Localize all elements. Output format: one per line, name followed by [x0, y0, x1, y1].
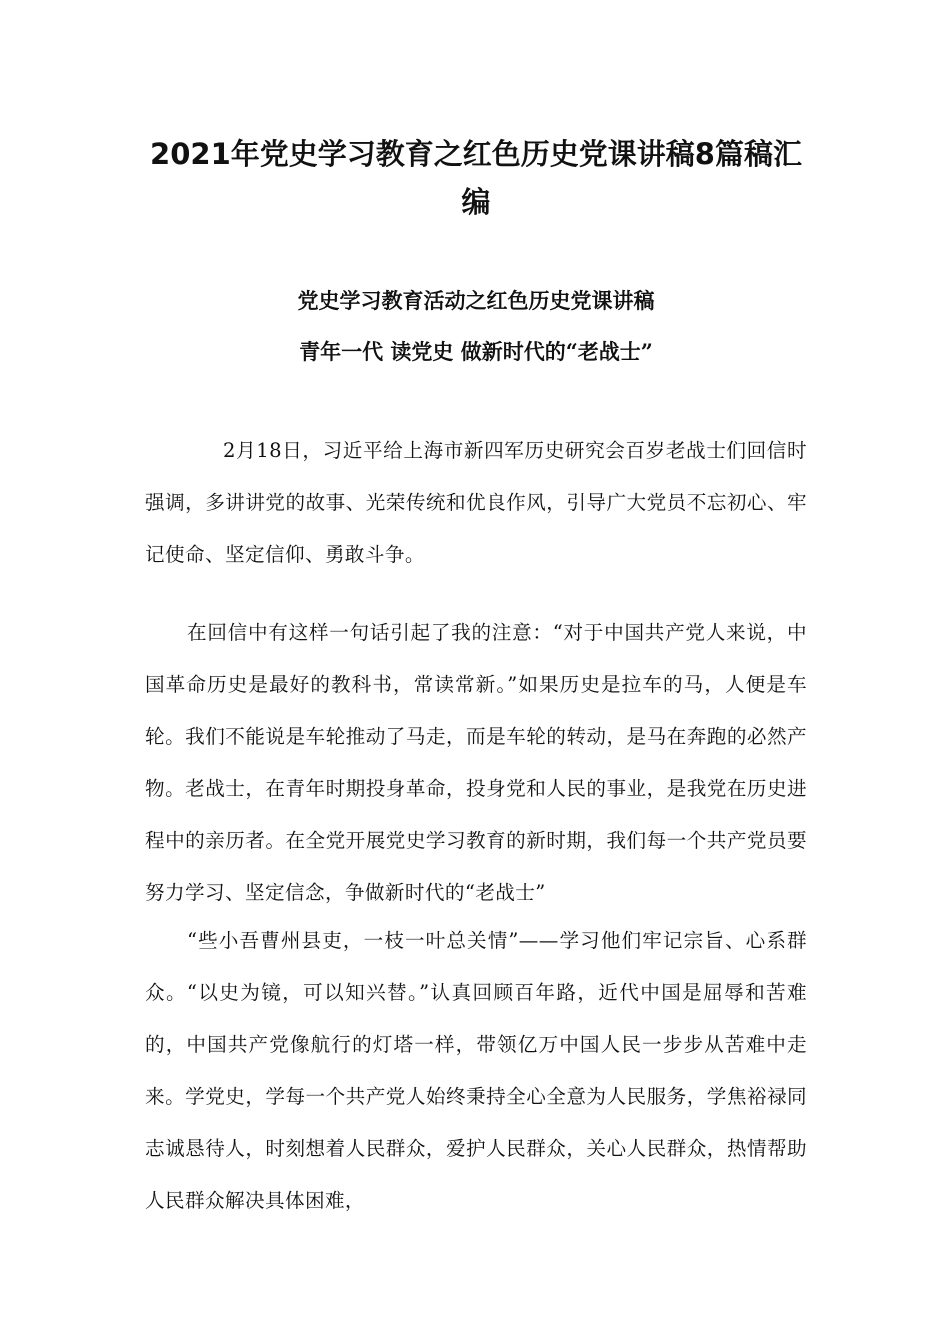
body-paragraph: 在回信中有这样一句话引起了我的注意：“对于中国共产党人来说，中国革命历史是最好的教科书，常读常新。”如果历史是拉车的马，人便是车轮。我们不能说是车轮推动了马走，而是车轮的转动，是马在奔跑的必然产物。老战士，在青年时期投身革命，投身党和人民的事业，是我党在历史进程中的亲历者。在全党开展党史学习教育的新时期，我们每一个共产党员要努力学习、坚定信念，争做新时代的“老战士” — [145, 621, 807, 904]
body-paragraph: “些小吾曹州县吏，一枝一叶总关情”——学习他们牢记宗旨、心系群众。“以史为镜，可以知兴替。”认真回顾百年路，近代中国是屈辱和苦难的，中国共产党像航行的灯塔一样，带领亿万中国人民一步步从苦难中走来。学党史，学每一个共产党人始终秉持全心全意为人民服务，学焦裕禄同志诚恳待人，时刻想着人民群众，爱护人民群众，关心人民群众，热情帮助人民群众解决具体困难， — [145, 929, 807, 1212]
body-paragraph: 2月18日，习近平给上海市新四军历史研究会百岁老战士们回信时强调，多讲讲党的故事、光荣传统和优良作风，引导广大党员不忘初心、牢记使命、坚定信仰、勇敢斗争。 — [145, 439, 807, 566]
section-heading: 党史学习教育活动之红色历史党课讲稿 — [297, 288, 655, 313]
article-title: 青年一代 读党史 做新时代的“老战士” — [299, 339, 653, 364]
document-title: 2021年党史学习教育之红色历史党课讲稿8篇稿汇编 — [150, 137, 802, 219]
